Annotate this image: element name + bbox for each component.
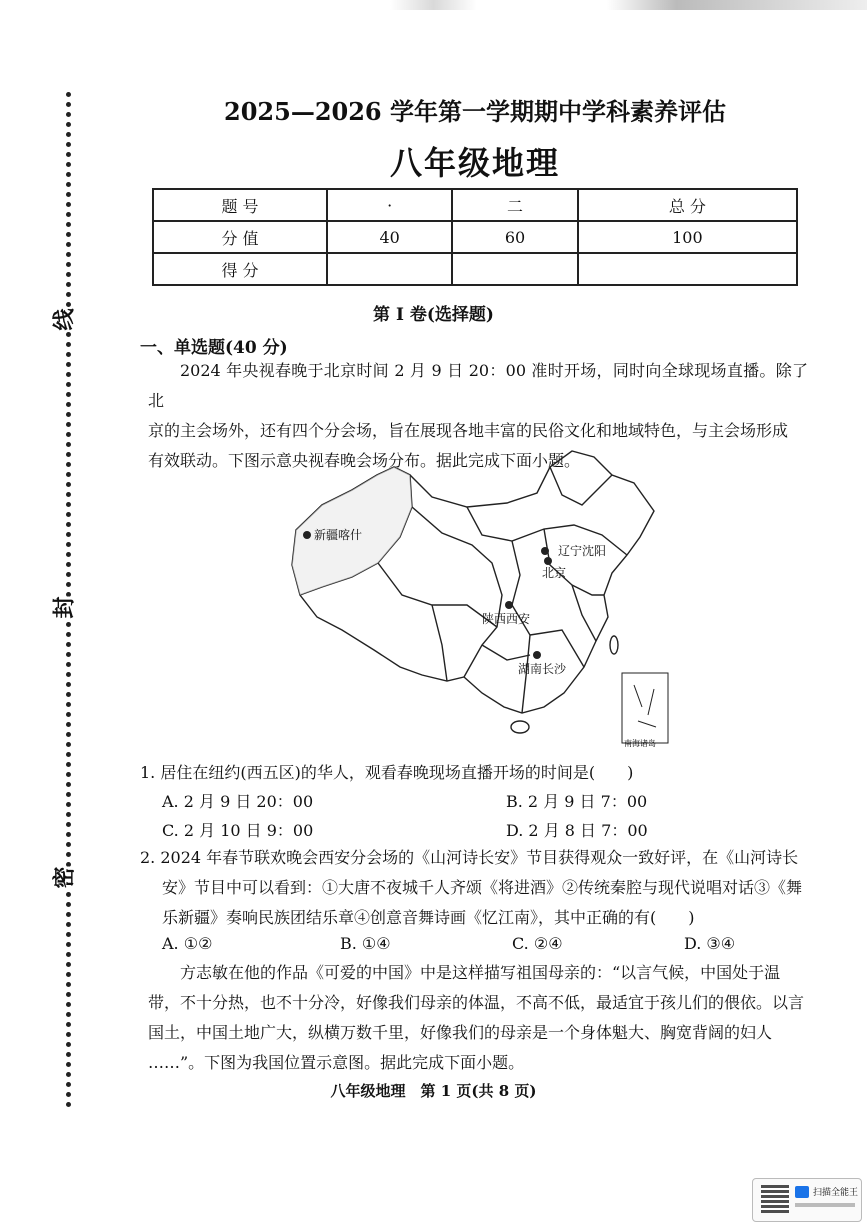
binding-label-secret: 密	[44, 866, 83, 888]
province-line	[482, 645, 530, 660]
q2-option-c: C. ②④	[512, 934, 563, 953]
table-cell: 100	[578, 221, 797, 253]
inset-label: 南海诸岛	[624, 739, 656, 748]
table-cell: 二	[452, 189, 577, 221]
passage-line: ……”。下图为我国位置示意图。据此完成下面小题。	[148, 1053, 525, 1072]
question-line: 2. 2024 年春节联欢晚会西安分会场的《山河诗长安》节目获得观众一致好评，在《山河诗长	[140, 848, 799, 867]
q1-option-a: A. 2 月 9 日 20：00	[162, 792, 314, 811]
q2-option-b: B. ①④	[340, 934, 391, 953]
map-pin-icon	[303, 531, 311, 539]
table-cell: 总 分	[578, 189, 797, 221]
venue-label-liaoning: 辽宁沈阳	[558, 544, 607, 558]
province-line	[572, 585, 604, 595]
table-cell: 40	[327, 221, 452, 253]
venue-label-shaanxi: 陕西西安	[482, 612, 531, 626]
hainan-island	[511, 721, 529, 733]
section-title: 一、单选题(40 分)	[140, 338, 288, 358]
table-row	[153, 253, 797, 285]
passage-line: 国土，中国土地广大，纵横万数千里，好像我们的母亲是一个身体魁大、胸宽背阔的妇人	[148, 1023, 773, 1042]
scanner-subtext-bar	[795, 1203, 855, 1207]
question-2-stem	[140, 843, 808, 933]
province-line	[378, 563, 497, 627]
table-cell: 题 号	[153, 189, 327, 221]
table-cell: 分 值	[153, 221, 327, 253]
scanner-badge-label: 扫描全能王	[813, 1188, 859, 1198]
part-title: 第 I 卷(选择题)	[373, 305, 494, 325]
q2-option-a: A. ①②	[162, 934, 213, 953]
question-1-stem: 1. 居住在纽约(西五区)的华人，观看春晚现场直播开场的时间是( )	[140, 763, 634, 782]
qr-code-icon	[761, 1185, 789, 1213]
province-line	[412, 507, 502, 677]
province-line	[550, 467, 612, 505]
passage-line: 带，不十分热，也不十分冷，好像我们母亲的体温，不高不低，最适宜于孩儿们的偎依。以言	[148, 993, 805, 1012]
province-line	[432, 605, 447, 681]
table-row	[153, 221, 797, 253]
passage-line: 京的主会场外，还有四个分会场，旨在展现各地丰富的民俗文化和地域特色，与主会场形成	[148, 421, 789, 440]
venue-label-beijing: 北京	[542, 566, 567, 580]
q2-option-d: D. ③④	[684, 934, 736, 953]
table-cell: 60	[452, 221, 577, 253]
score-entry-cell	[578, 253, 797, 285]
question-line: 乐新疆》奏响民族团结乐章④创意音舞诗画《忆江南》，其中正确的有( )	[162, 908, 695, 927]
question-line: 安》节目中可以看到：①大唐不夜城千人齐颂《将进酒》②传统秦腔与现代说唱对话③《舞	[162, 878, 803, 897]
exam-title: 2025—2026 学年第一学期期中学科素养评估	[224, 97, 726, 126]
province-line	[512, 541, 530, 713]
score-table	[152, 188, 798, 286]
binding-label-seal: 封	[44, 596, 83, 618]
passage-line: 方志敏在他的作品《可爱的中国》中是这样描写祖国母亲的：“以言气候，中国处于温	[180, 963, 781, 982]
taiwan-island	[610, 636, 618, 654]
map-pin-icon	[544, 557, 552, 565]
score-entry-cell	[452, 253, 577, 285]
map-pin-icon	[533, 651, 541, 659]
binding-label-line: 线	[44, 308, 83, 330]
passage-line: 有效联动。下图示意央视春晚会场分布。据此完成下面小题。	[148, 451, 581, 470]
scanner-watermark	[752, 1178, 862, 1222]
q1-option-d: D. 2 月 8 日 7：00	[506, 821, 648, 840]
scan-top-edge	[0, 0, 867, 10]
scanner-logo-icon	[795, 1186, 809, 1198]
subject-title: 八年级地理	[389, 144, 560, 182]
china-outline	[292, 451, 654, 713]
q1-option-c: C. 2 月 10 日 9：00	[162, 821, 314, 840]
table-row	[153, 189, 797, 221]
page-footer: 八年级地理 第 1 页(共 8 页)	[330, 1082, 537, 1100]
q1-option-b: B. 2 月 9 日 7：00	[506, 792, 648, 811]
china-venue-map	[282, 445, 674, 750]
venue-label-hunan: 湖南长沙	[518, 662, 567, 676]
score-entry-cell	[327, 253, 452, 285]
map-pin-icon	[541, 547, 549, 555]
venue-label-xinjiang: 新疆喀什	[314, 528, 363, 542]
south-china-sea-inset	[622, 673, 668, 743]
passage-line: 2024 年央视春晚于北京时间 2 月 9 日 20：00 准时开场，同时向全球现场直播。除了北	[148, 361, 808, 410]
table-cell: ·	[327, 189, 452, 221]
map-pin-icon	[505, 601, 513, 609]
passage-2	[148, 958, 808, 1078]
table-cell: 得 分	[153, 253, 327, 285]
